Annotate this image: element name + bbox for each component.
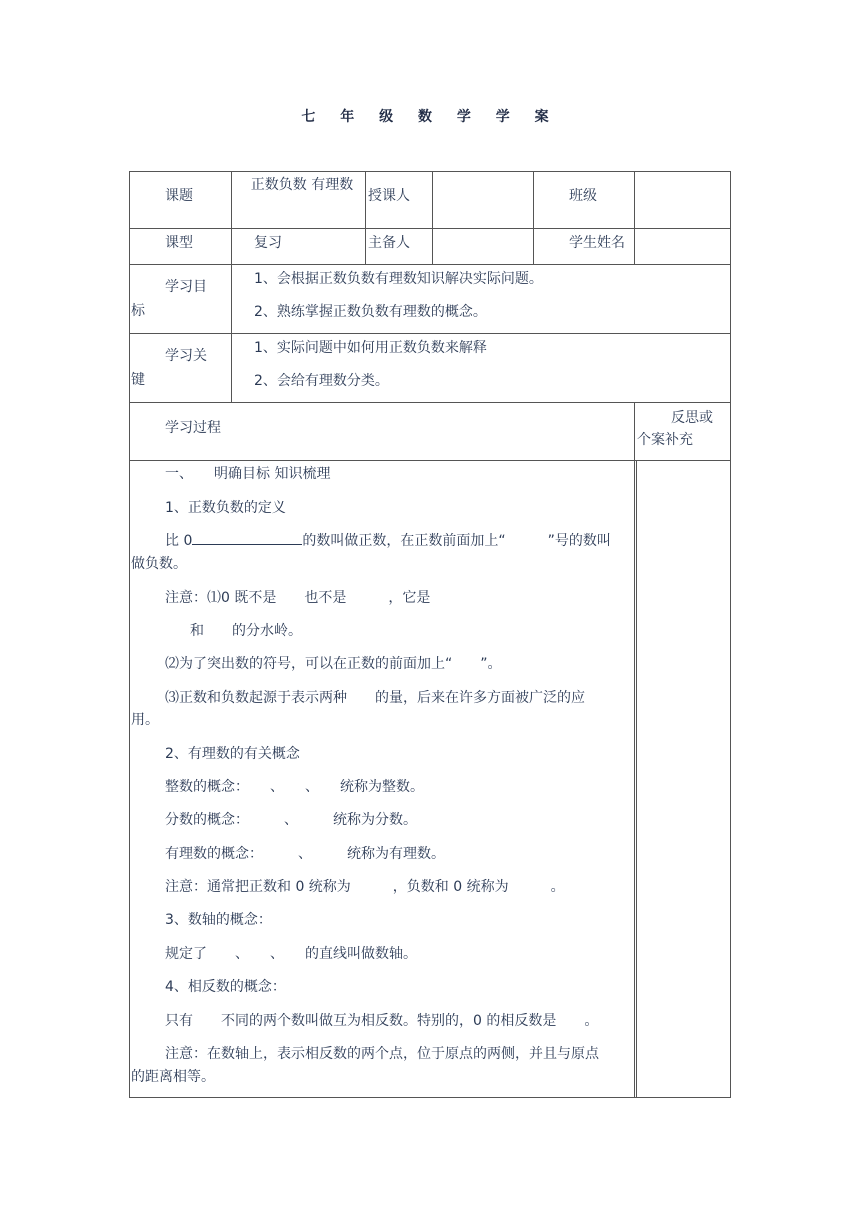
note-text: 注意：⑴0 既不是 也不是 ，它是 xyxy=(165,590,431,606)
col-divider xyxy=(634,402,635,1097)
xue-sheng-xing-ming-label: 学生姓名 xyxy=(569,235,625,251)
paragraph-text: 做负数。 xyxy=(131,556,187,572)
row-divider xyxy=(129,264,731,265)
note-text: 用。 xyxy=(131,712,159,728)
zhu-bei-ren-label: 主备人 xyxy=(368,235,410,251)
page-title: 七 年 级 数 学 学 案 xyxy=(301,109,559,125)
note-text: 的距离相等。 xyxy=(131,1069,215,1085)
key-item: 2、会给有理数分类。 xyxy=(254,373,389,389)
note-text: 注意：在数轴上，表示相反数的两个点，位于原点的两侧，并且与原点 xyxy=(165,1046,599,1062)
table-border-top xyxy=(129,171,731,172)
keys-label: 学习关键 xyxy=(131,348,207,388)
col-divider xyxy=(432,171,433,264)
paragraph-heading: 3、数轴的概念： xyxy=(165,912,272,928)
paragraph-text xyxy=(165,532,611,550)
goal-item: 2、熟练掌握正数负数有理数的概念。 xyxy=(254,304,487,320)
ke-xing-value: 复习 xyxy=(254,235,282,251)
col-divider xyxy=(636,460,637,1097)
row-divider xyxy=(129,402,731,403)
table-border-bottom xyxy=(129,1097,731,1098)
row-divider xyxy=(129,228,731,229)
paragraph-heading: 2、有理数的有关概念 xyxy=(165,746,300,762)
paragraph-text: 规定了 、 、 的直线叫做数轴。 xyxy=(165,946,417,962)
col-divider xyxy=(231,171,232,333)
process-label: 学习过程 xyxy=(165,420,221,436)
paragraph-heading: 1、正数负数的定义 xyxy=(165,500,286,516)
note-text: ⑵为了突出数的符号，可以在正数的前面加上“ ”。 xyxy=(165,656,502,672)
key-item: 1、实际问题中如何用正数负数来解释 xyxy=(254,340,487,356)
table-border-right xyxy=(730,171,731,1098)
row-divider xyxy=(129,333,731,334)
text-fragment: 的数叫做正数，在正数前面加上“ ”号的数叫 xyxy=(302,533,611,549)
ke-xing-label: 课型 xyxy=(165,235,193,251)
paragraph-text: 只有 不同的两个数叫做互为相反数。特别的，0 的相反数是 。 xyxy=(165,1013,599,1029)
ban-ji-label: 班级 xyxy=(569,188,597,204)
paragraph-text: 整数的概念： 、 、 统称为整数。 xyxy=(165,779,424,795)
paragraph-text: 有理数的概念： 、 统称为有理数。 xyxy=(165,846,445,862)
col-divider xyxy=(533,171,534,264)
reflect-label: 反思或个案补充 xyxy=(637,410,713,448)
goal-item: 1、会根据正数负数有理数知识解决实际问题。 xyxy=(254,271,543,287)
note-text: ⑶正数和负数起源于表示两种 的量，后来在许多方面被广泛的应 xyxy=(165,690,585,706)
table-border-left xyxy=(129,171,130,1098)
note-text: 和 的分水岭。 xyxy=(190,623,302,639)
goals-label: 学习目标 xyxy=(131,279,207,319)
text-fragment: 比 0 xyxy=(165,533,193,549)
fill-blank xyxy=(192,532,302,545)
col-divider xyxy=(231,333,232,402)
note-text: 注意：通常把正数和 0 统称为 ，负数和 0 统称为 。 xyxy=(165,879,565,895)
ke-ti-label: 课题 xyxy=(165,188,193,204)
section-heading: 一、 明确目标 知识梳理 xyxy=(165,466,331,482)
paragraph-text: 分数的概念： 、 统称为分数。 xyxy=(165,812,417,828)
col-divider xyxy=(634,171,635,264)
ke-ti-value: 正数负数 有理数 xyxy=(250,177,354,193)
shou-ke-ren-label: 授课人 xyxy=(368,188,410,204)
col-divider xyxy=(365,171,366,264)
paragraph-heading: 4、相反数的概念： xyxy=(165,979,286,995)
row-divider xyxy=(129,460,731,461)
